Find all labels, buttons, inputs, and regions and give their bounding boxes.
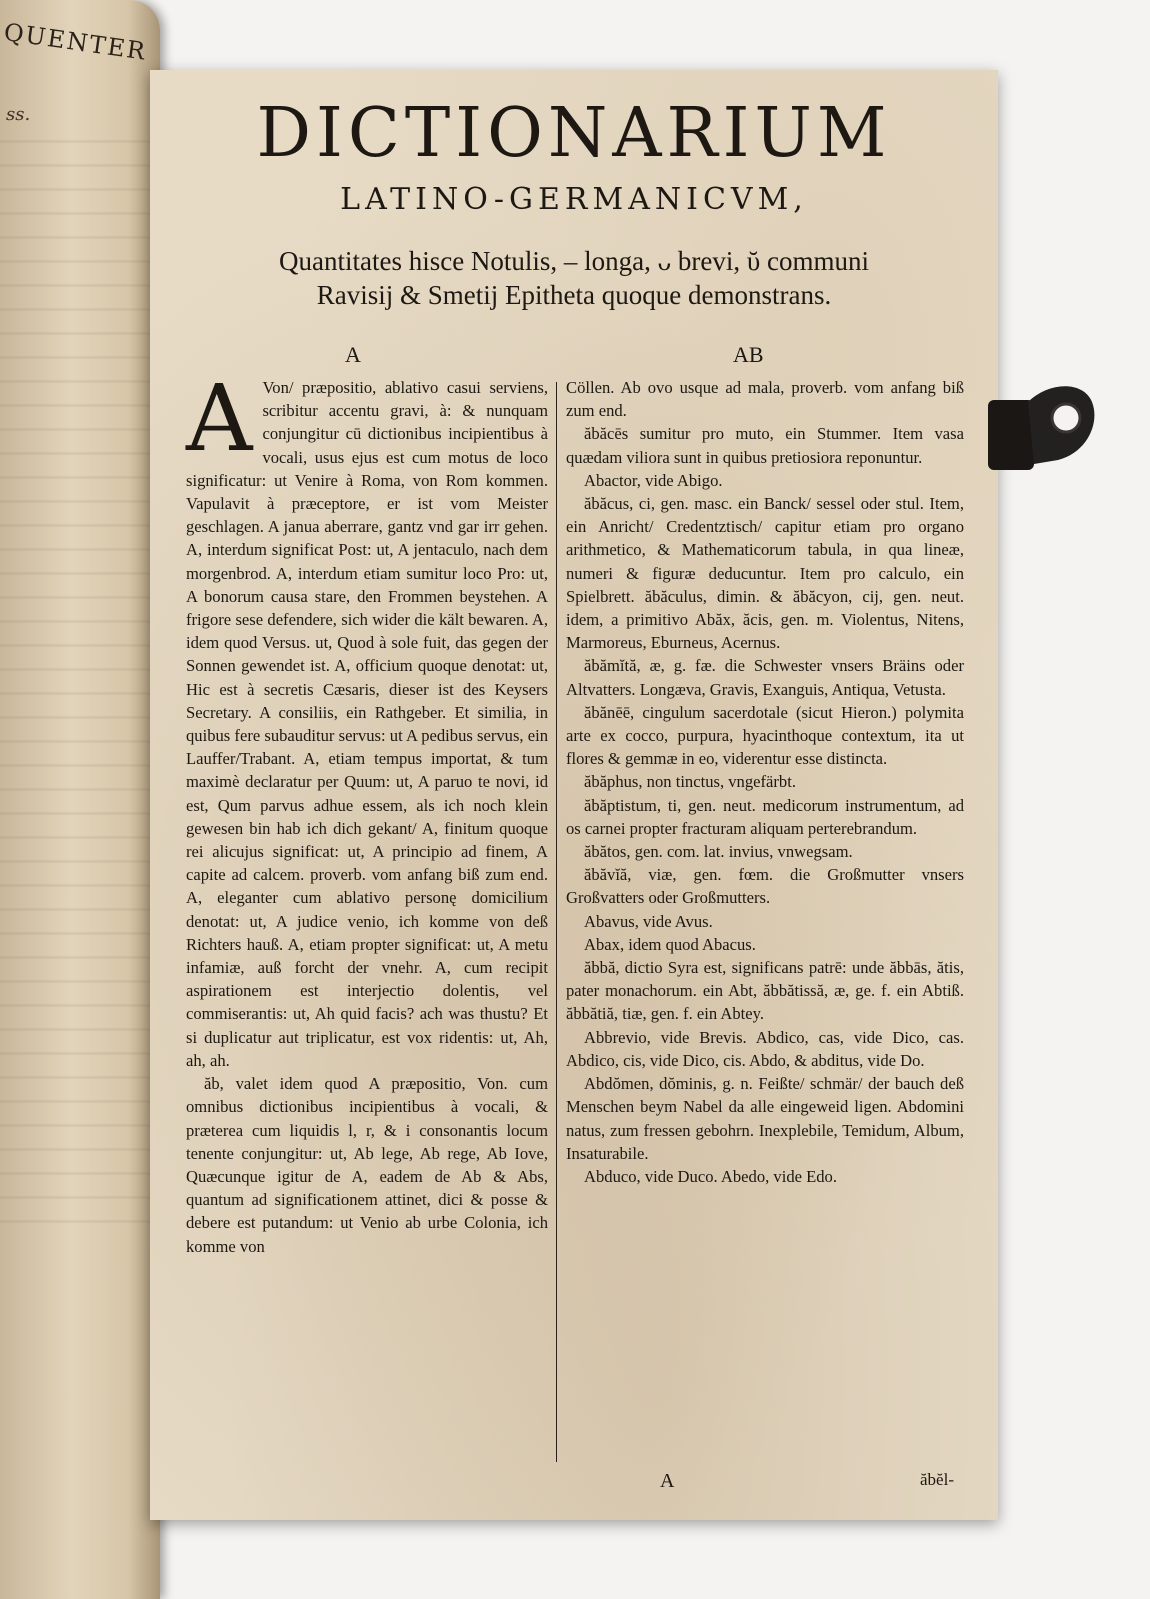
intro-line-2: Ravisij & Smetij Epitheta quoque demonstrans. [316,280,832,310]
entry-abamita: ăbămĭtă, æ, g. fæ. die Schwester vnsers Bräins oder Altvatters. Longæva, Gravis, Exanguis, Antiqua, Vetusta. [566,656,964,699]
entry-abdomen: Abdŏmen, dŏminis, g. n. Feißte/ schmär/ der bauch deß Menschen beym Nabel da alle eingeweid ligen. Abdomini natus, zum fressen gebohrn. Inexplebile, Temidum, Album, Insaturabile. [566,1074,964,1163]
column-divider [556,382,557,1462]
entry-abaces: ăbăcēs sumitur pro muto, ein Stummer. Item vasa quædam viliora sunt in quibus pretiosiora reponuntur. [566,424,964,467]
page-title: DICTIONARIUM [256,94,892,173]
entry-continuation: Cöllen. Ab ovo usque ad mala, proverb. vom anfang biß zum end. [566,378,964,421]
binder-clip-icon [988,372,1100,502]
dictionary-page [150,70,998,1520]
entry-abavus: Abavus, vide Avus. [584,911,713,931]
intro-line-1: Quantitates hisce Notulis, ‒ longa, ᴗ brevi, ῠ communi [278,246,870,276]
entry-abduco: Abduco, vide Duco. Abedo, vide Edo. [584,1166,838,1186]
entry-ab: ăb, valet idem quod A præpositio, Von. cum omnibus dictionibus incipientibus à vocali, & præterea cum liquidis l, r, & i consonantis locum tenente conjungitur: ut, Ab lege, Ab rege, Ab Iove, Quæcunque igitur de A, eadem de Ab & Abs, quantum ad significationem attinet, dici & posse & debere est putandum: ut Venio ab urbe Colonia, ich komme von [186,1074,548,1256]
drop-cap: A [186,365,253,472]
entry-a [186,365,548,1072]
facing-page-show-through [0,140,160,1240]
page-subtitle: LATINO-GERMANICVM, [340,182,808,217]
entry-abavia: ăbăvĭă, viæ, gen. fœm. die Großmutter vnsers Großvatters oder Großmutters. [566,865,964,908]
signature-mark: A [660,1470,675,1492]
entry-abactor: Abactor, vide Abigo. [584,470,723,490]
column-heading-left: A [345,342,361,367]
entry-abatos: ăbătos, gen. com. lat. invius, vnwegsam. [584,842,853,862]
entry-abanee: ăbănēē, cingulum sacerdotale (sicut Hieron.) polymita arte ex cocco, purpura, hyacinthoque contextum, ita ut flores & gemmæ in eo, viderentur esse distincta. [566,702,964,769]
entry-abaptistum: ăbăptistum, ti, gen. neut. medicorum instrumentum, ad os carnei propter fracturam aliquam perterebrandum. [566,795,964,838]
facing-page [0,0,160,1599]
entry-abax: Abax, idem quod Abacus. [584,934,756,954]
facing-page-mark: ss. [6,104,31,125]
right-column [566,376,964,1188]
catchword: ăbĕl- [920,1470,954,1489]
facing-running-head: QUENTER [2,18,149,66]
left-column [186,365,548,1258]
entry-abacus: ăbăcus, ci, gen. masc. ein Banck/ sessel oder stul. Item, ein Anricht/ Credentztisch/ capitur etiam pro organo arithmetico, & Mathematicorum tabula, in qua lineæ, numeri & figuræ deducuntur. Item pro calculo, ein Spielbrett. ăbăculus, dimin. & ăbăcyon, cij, gen. neut. idem, a primitivo Abăx, ăcis, gen. m. Violentus, Nitens, Marmoreus, Eburneus, Acernus. [566,494,964,653]
column-heading-right: AB [733,342,764,367]
entry-a-text: Von/ præpositio, ablativo casui serviens, scribitur accentu gravi, à: & nunquam conjungitur cū dictionibus incipientibus à vocali, usus ejus est cum motus de loco significatur: ut Venire à Roma, von Rom kommen. Vapulavit à præceptore, er ist vom Meister geschlagen. A janua aberrare, gantz vnd gar irr gehen. A, interdum significat Post: ut, A jentaculo, nach dem morgenbrod. A, interdum etiam sumitur loco Pro: ut, A bonorum causa stare, den Frommen beystehen. A frigore sese defendere, sich wider die kält bewaren. A, idem quod Versus. ut, Quod à sole fuit, das gegen der Sonnen gewendet ist. A, officium quoque denotat: ut, Hic est à secretis Cæsaris, dieser ist des Keysers Secretary. A consiliis, ein Rathgeber. Et similia, in quibus fere subauditur servus: ut A pedibus servus, ein Lauffer/Trabant. A, etiam tempus importat, & tum maximè declaratur per Quum: ut, A paruo te novi, id est, Qum parvus adhue essem, als ich noch klein gewesen bin hab ich dich gekant/ A, finitum quoque rei alicujus significat: ut, A principio ad finem, A capite ad calcem. proverb. vom anfang biß zum end. A, eleganter cum ablativo personę domicilium denotat: ut, A judice venio, ich komme von deß Richters hauß. A, etiam propter significat: ut, A metu infamiæ, auß forcht der vnehr. A, cum recipit aspirationem est interjectio dolentis, vel commiserantis: ut, Ah quid facis? ach was thustu? Et si duplicatur aut triplicatur, est vox ridentis: ut, Ah, ah, ah. [186,378,548,1070]
entry-abbrevio: Abbrevio, vide Brevis. Abdico, cas, vide Dico, cas. Abdico, cis, vide Dico, cis. Abdo, & abditus, vide Do. [566,1027,964,1070]
entry-abaphus: ăbăphus, non tinctus, vngefärbt. [584,772,796,792]
entry-abba: ăbbă, dictio Syra est, significans patrē: unde ăbbās, ătis, pater monachorum. ein Abt, ăbbătissă, æ, ge. f. ein Abtiß. ăbbătiă, tiæ, gen. f. ein Abtey. [566,958,964,1024]
